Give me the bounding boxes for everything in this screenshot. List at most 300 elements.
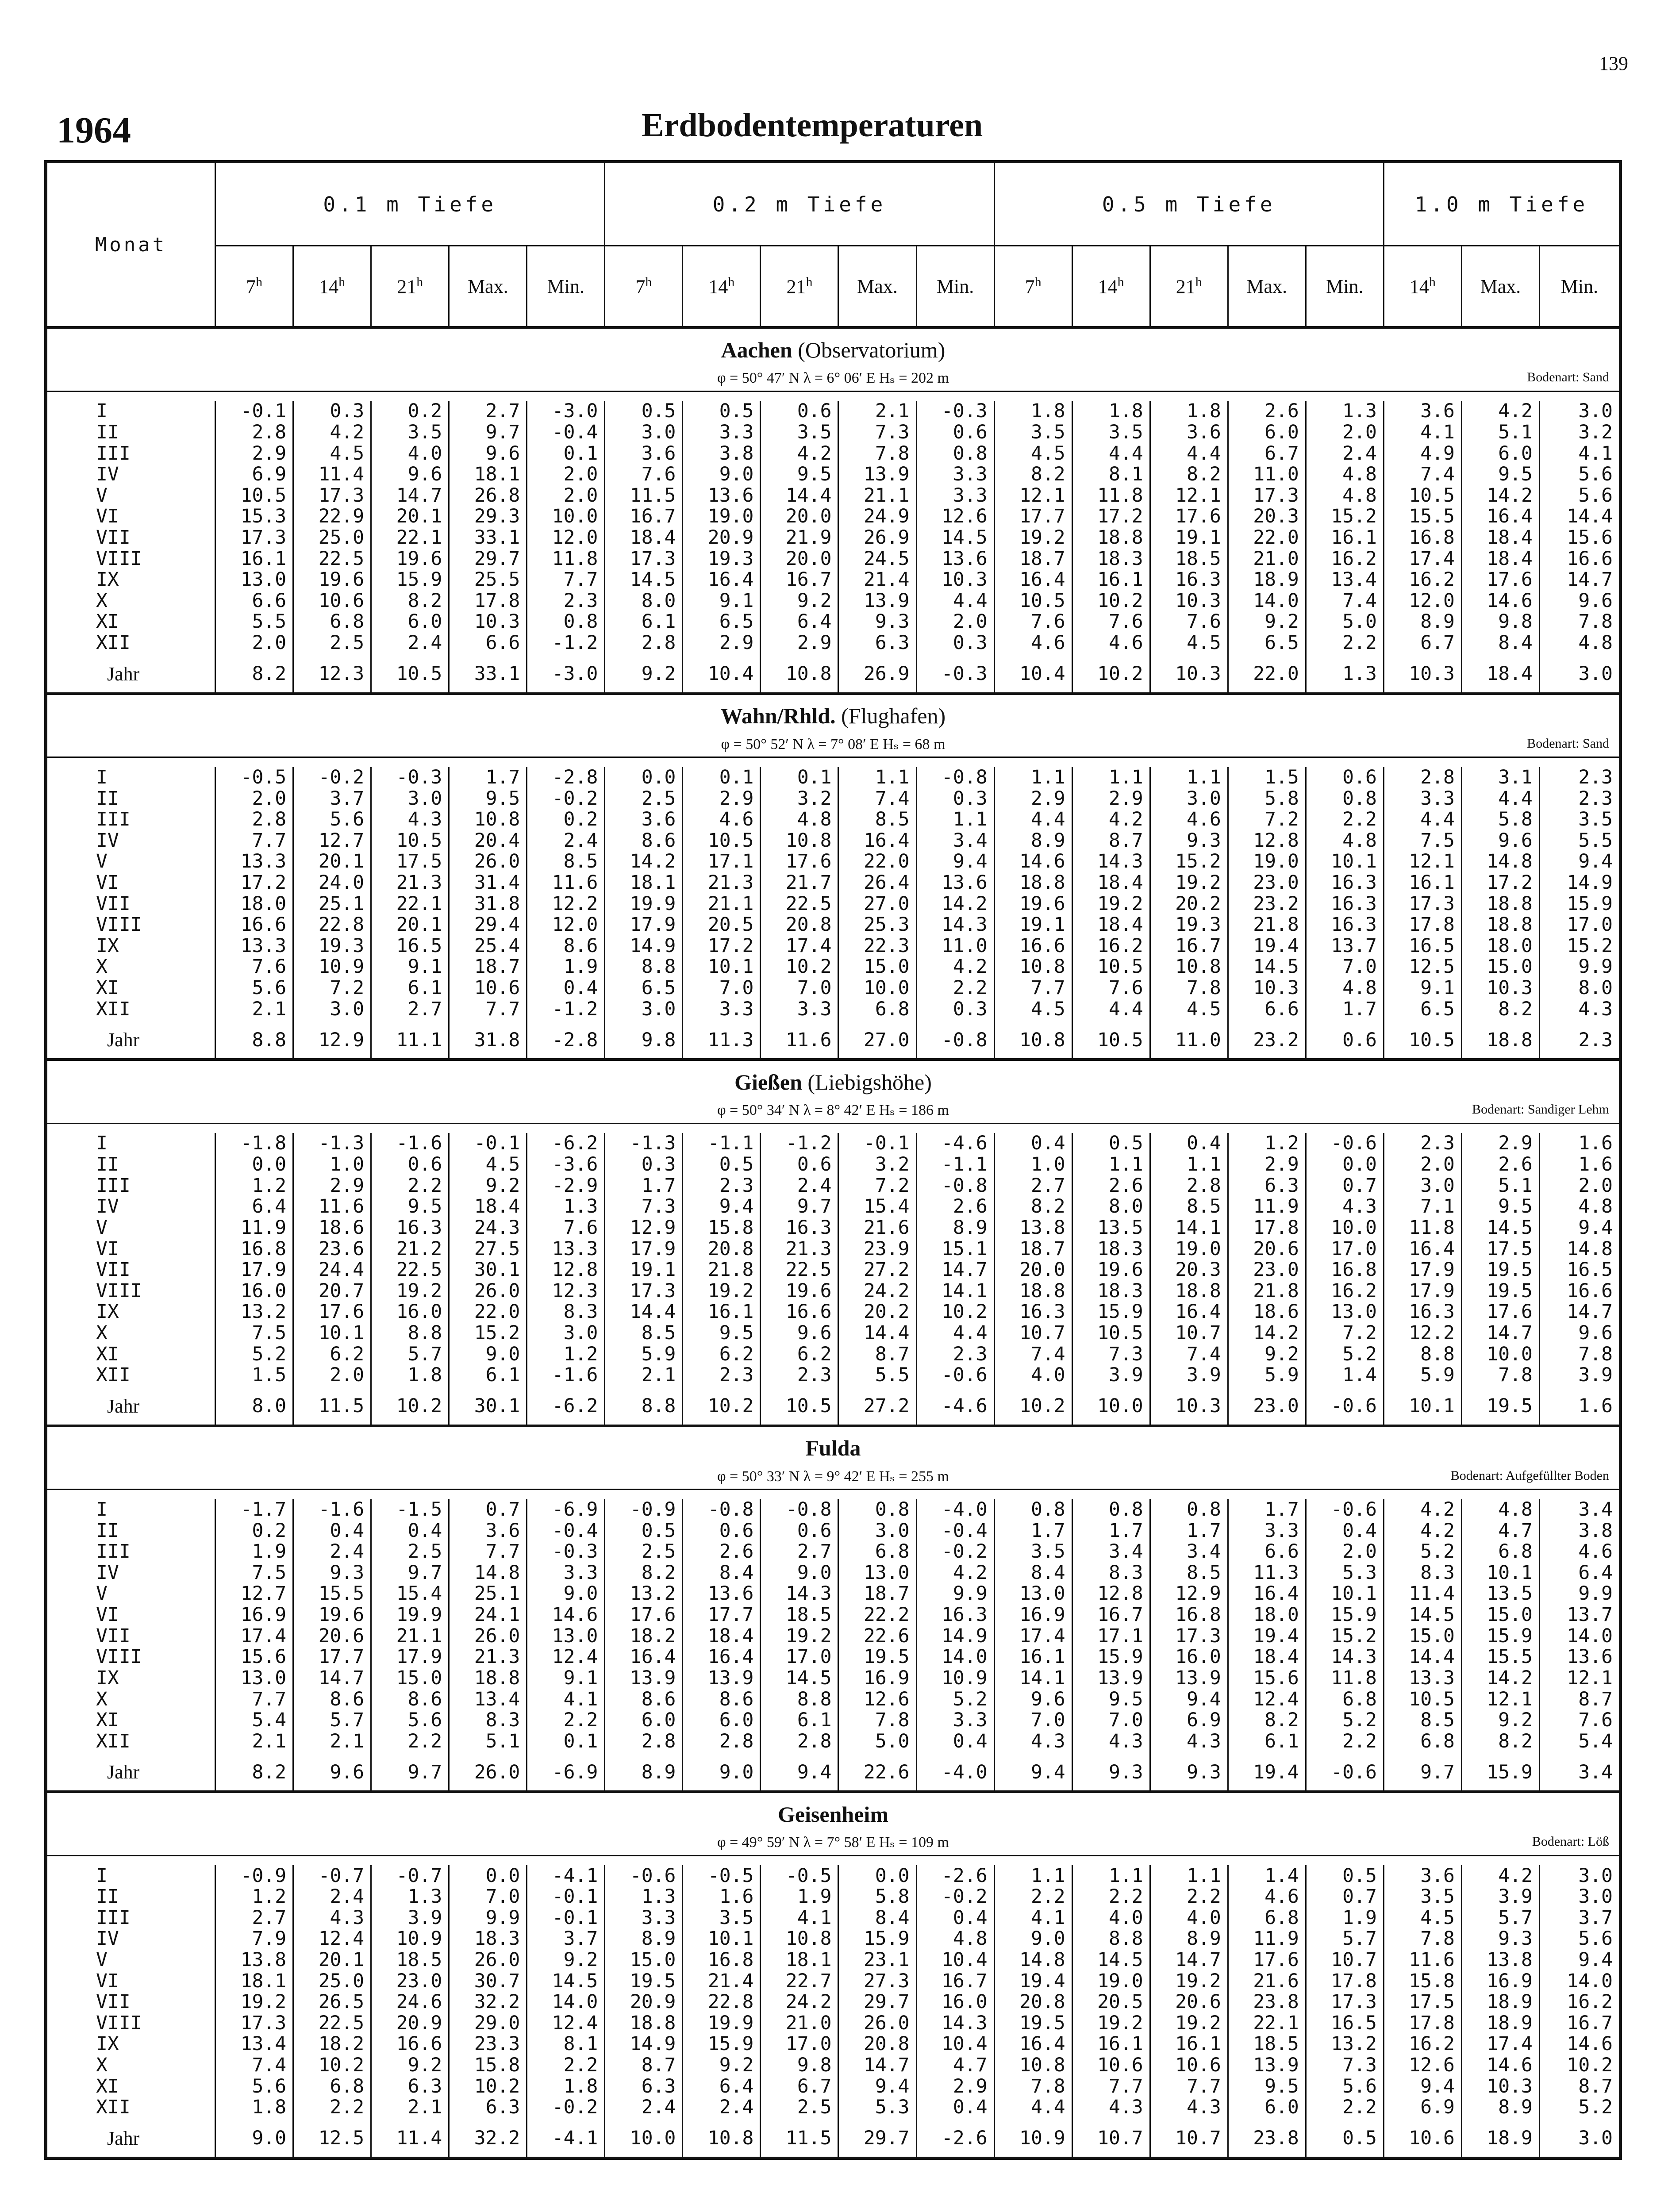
temperature-cell: 0.7 — [1306, 1175, 1384, 1196]
temperature-cell: 4.2 — [293, 422, 371, 443]
temperature-cell: 7.4 — [838, 788, 916, 809]
temperature-cell: 18.6 — [1228, 1302, 1306, 1323]
temperature-cell: 7.2 — [293, 978, 371, 999]
temperature-cell: 5.6 — [371, 1710, 449, 1731]
table-row — [46, 1280, 1621, 1302]
temperature-cell: 22.0 — [1228, 527, 1306, 549]
temperature-cell: 12.1 — [1384, 851, 1461, 872]
temperature-cell: 17.5 — [1461, 1238, 1539, 1260]
year-row — [46, 1022, 1621, 1060]
table-row — [46, 443, 1621, 464]
header-hour-cell: 7$^h$ — [605, 246, 683, 328]
temperature-cell: -2.6 — [916, 1865, 994, 1886]
temperature-cell: 18.8 — [1461, 914, 1539, 936]
month-label: III — [96, 442, 131, 465]
temperature-cell: 17.0 — [761, 1647, 838, 1668]
year-value-cell: 26.9 — [838, 655, 916, 693]
header-min: Min. — [527, 246, 605, 328]
temperature-cell: 10.5 — [1072, 1323, 1150, 1344]
temperature-cell: 23.3 — [449, 2034, 527, 2055]
month-label: VI — [96, 1970, 119, 1992]
temperature-cell: 18.9 — [1461, 2013, 1539, 2034]
temperature-cell: -0.3 — [916, 401, 994, 422]
year-label: Jahr — [107, 663, 140, 685]
temperature-cell: 22.1 — [1228, 2013, 1306, 2034]
temperature-cell: 2.1 — [293, 1731, 371, 1754]
temperature-cell: 3.6 — [605, 443, 683, 464]
temperature-cell: -0.7 — [293, 1865, 371, 1886]
temperature-cell: 2.4 — [761, 1175, 838, 1196]
temperature-cell: 3.5 — [683, 1908, 761, 1929]
temperature-cell: 3.5 — [1539, 809, 1620, 830]
temperature-cell: 5.5 — [838, 1365, 916, 1388]
temperature-cell: 22.5 — [761, 1260, 838, 1281]
temperature-cell: 20.7 — [293, 1280, 371, 1302]
station-name — [46, 1792, 1621, 1830]
temperature-cell: -1.8 — [215, 1133, 293, 1154]
year-value-cell: 10.2 — [1072, 655, 1150, 693]
temperature-cell: 2.3 — [683, 1365, 761, 1388]
temperature-cell: 19.2 — [1150, 1970, 1228, 1992]
table-row — [46, 1731, 1621, 1754]
month-label: XII — [96, 1364, 131, 1386]
temperature-cell: 27.2 — [838, 1260, 916, 1281]
temperature-cell: 10.9 — [916, 1668, 994, 1689]
temperature-cell: 13.8 — [215, 1950, 293, 1971]
temperature-cell: 10.8 — [449, 809, 527, 830]
temperature-cell: 17.3 — [1306, 1992, 1384, 2013]
temperature-cell: 13.8 — [994, 1217, 1072, 1239]
temperature-cell: 24.4 — [293, 1260, 371, 1281]
temperature-cell: 3.7 — [1539, 1908, 1620, 1929]
temperature-cell: 9.6 — [371, 464, 449, 485]
temperature-cell: 1.7 — [1228, 1499, 1306, 1521]
temperature-cell: 7.0 — [1072, 1710, 1150, 1731]
station-coordinates: φ = 50° 52′ N λ = 7° 08′ E Hₛ = 68 m — [721, 736, 945, 753]
temperature-cell: 5.2 — [916, 1689, 994, 1710]
temperature-cell: 0.6 — [916, 422, 994, 443]
temperature-cell: 9.4 — [838, 2076, 916, 2097]
year-value-cell: -4.6 — [916, 1388, 994, 1426]
temperature-cell: 0.2 — [371, 401, 449, 422]
year-value-cell: 11.5 — [293, 1388, 371, 1426]
month-label: VII — [96, 1259, 131, 1281]
temperature-cell: 4.1 — [1539, 443, 1620, 464]
temperature-cell: 5.2 — [215, 1344, 293, 1365]
temperature-cell: 2.4 — [527, 830, 605, 851]
temperature-cell: 13.9 — [605, 1668, 683, 1689]
temperature-cell: 17.8 — [1384, 2013, 1461, 2034]
temperature-cell: 11.9 — [1228, 1196, 1306, 1217]
temperature-cell: 1.3 — [1306, 401, 1384, 422]
year-value-cell: 10.9 — [994, 2120, 1072, 2158]
temperature-cell: 19.2 — [1150, 2013, 1228, 2034]
temperature-cell: 21.8 — [683, 1260, 761, 1281]
temperature-cell: 20.0 — [994, 1260, 1072, 1281]
temperature-cell: 15.4 — [371, 1583, 449, 1605]
temperature-cell: 15.0 — [605, 1950, 683, 1971]
temperature-cell: 7.8 — [1539, 1344, 1620, 1365]
temperature-cell: 24.2 — [761, 1992, 838, 2013]
temperature-cell: 7.8 — [838, 1710, 916, 1731]
temperature-cell: 25.5 — [449, 569, 527, 591]
temperature-cell: 18.4 — [1461, 527, 1539, 549]
temperature-cell: 23.1 — [838, 1950, 916, 1971]
temperature-cell: 4.4 — [1150, 443, 1228, 464]
temperature-cell: 19.2 — [683, 1280, 761, 1302]
temperature-cell: 7.7 — [994, 978, 1072, 999]
month-label: IV — [96, 1928, 119, 1950]
temperature-cell: 2.6 — [1228, 401, 1306, 422]
temperature-cell: 15.9 — [1461, 1625, 1539, 1647]
temperature-cell: 10.3 — [1228, 978, 1306, 999]
temperature-cell: 0.4 — [1150, 1133, 1228, 1154]
temperature-cell: 17.4 — [215, 1625, 293, 1647]
temperature-cell: 19.2 — [994, 527, 1072, 549]
temperature-cell: 14.4 — [1539, 506, 1620, 527]
temperature-cell: 18.1 — [605, 872, 683, 894]
temperature-cell: 4.0 — [1072, 1908, 1150, 1929]
table-row — [46, 401, 1621, 422]
temperature-cell: 3.4 — [916, 830, 994, 851]
temperature-cell: 8.3 — [527, 1302, 605, 1323]
month-label: I — [96, 400, 108, 422]
temperature-cell: 26.9 — [838, 527, 916, 549]
temperature-cell: 2.9 — [1072, 788, 1150, 809]
temperature-cell: 19.2 — [1150, 872, 1228, 894]
temperature-cell: 9.4 — [1150, 1689, 1228, 1710]
temperature-cell: 8.7 — [1539, 1689, 1620, 1710]
temperature-cell: 6.5 — [1384, 998, 1461, 1022]
temperature-cell: 0.0 — [605, 767, 683, 788]
temperature-cell: 10.1 — [1306, 851, 1384, 872]
temperature-cell: 16.9 — [1461, 1970, 1539, 1992]
temperature-cell: 15.6 — [215, 1647, 293, 1668]
temperature-cell: 7.4 — [1150, 1344, 1228, 1365]
temperature-cell: 6.2 — [683, 1344, 761, 1365]
year-value-cell: 12.5 — [293, 2120, 371, 2158]
temperature-cell: 1.7 — [1306, 998, 1384, 1022]
temperature-cell: -0.1 — [215, 401, 293, 422]
year-value-cell: 3.0 — [1539, 655, 1620, 693]
table-row — [46, 788, 1621, 809]
year-value-cell: 22.0 — [1228, 655, 1306, 693]
year-value-cell: 10.0 — [1072, 1388, 1150, 1426]
year-value-cell: 27.0 — [838, 1022, 916, 1060]
temperature-cell: 5.4 — [215, 1710, 293, 1731]
temperature-cell: 21.1 — [371, 1625, 449, 1647]
temperature-cell: 14.9 — [605, 2034, 683, 2055]
temperature-cell: 14.8 — [1539, 1238, 1620, 1260]
temperature-cell: 0.4 — [527, 978, 605, 999]
temperature-cell: 5.4 — [1539, 1731, 1620, 1754]
temperature-cell: 26.0 — [449, 1625, 527, 1647]
year-value-cell: 23.8 — [1228, 2120, 1306, 2158]
station-title: Aachen — [721, 337, 792, 362]
temperature-cell: 1.6 — [1539, 1154, 1620, 1175]
temperature-cell: 1.7 — [605, 1175, 683, 1196]
temperature-cell: 22.3 — [838, 936, 916, 957]
temperature-cell: 1.4 — [1228, 1865, 1306, 1886]
temperature-cell: 1.8 — [371, 1365, 449, 1388]
temperature-cell: 14.7 — [371, 485, 449, 507]
year-value-cell: 10.8 — [994, 1022, 1072, 1060]
month-label: IV — [96, 1561, 119, 1584]
temperature-cell: 19.4 — [1228, 936, 1306, 957]
year-value-cell: -6.2 — [527, 1388, 605, 1426]
temperature-cell: 16.6 — [371, 2034, 449, 2055]
temperature-cell: 16.1 — [1384, 872, 1461, 894]
temperature-cell: 3.6 — [1384, 401, 1461, 422]
temperature-cell: 17.9 — [371, 1647, 449, 1668]
temperature-cell: 12.8 — [1228, 830, 1306, 851]
temperature-cell: -2.8 — [527, 767, 605, 788]
temperature-cell: 22.5 — [293, 548, 371, 569]
temperature-cell: 14.3 — [916, 2013, 994, 2034]
temperature-cell: -0.9 — [605, 1499, 683, 1521]
year-value-cell: 10.3 — [1150, 1388, 1228, 1426]
table-row — [46, 998, 1621, 1022]
temperature-cell: 16.9 — [215, 1605, 293, 1626]
temperature-cell: 10.0 — [527, 506, 605, 527]
temperature-cell: 6.8 — [838, 1541, 916, 1563]
temperature-cell: 4.3 — [1306, 1196, 1384, 1217]
temperature-cell: 4.2 — [916, 956, 994, 978]
temperature-cell: -0.5 — [761, 1865, 838, 1886]
temperature-cell: 4.3 — [1072, 1731, 1150, 1754]
temperature-cell: -0.5 — [683, 1865, 761, 1886]
temperature-cell: 21.6 — [1228, 1970, 1306, 1992]
temperature-cell: 17.5 — [1384, 1992, 1461, 2013]
table-row — [46, 422, 1621, 443]
temperature-cell: 16.2 — [1306, 1280, 1384, 1302]
temperature-cell: 19.3 — [1150, 914, 1228, 936]
temperature-cell: 24.9 — [838, 506, 916, 527]
year-value-cell: 2.3 — [1539, 1022, 1620, 1060]
temperature-cell: 1.9 — [527, 956, 605, 978]
table-row — [46, 1625, 1621, 1647]
temperature-cell: 26.0 — [449, 1950, 527, 1971]
temperature-cell: -1.1 — [683, 1133, 761, 1154]
year-value-cell: 10.5 — [1072, 1022, 1150, 1060]
temperature-cell: 16.2 — [1072, 936, 1150, 957]
temperature-cell: 13.8 — [1461, 1950, 1539, 1971]
temperature-cell: 20.0 — [761, 506, 838, 527]
temperature-cell: 19.9 — [605, 893, 683, 914]
month-label: XII — [96, 998, 131, 1020]
temperature-cell: 4.8 — [1306, 485, 1384, 507]
temperature-cell: -0.1 — [527, 1908, 605, 1929]
temperature-cell: 21.0 — [761, 2013, 838, 2034]
temperature-cell: 21.3 — [449, 1647, 527, 1668]
temperature-cell: -1.2 — [527, 633, 605, 656]
temperature-cell: 8.2 — [1461, 998, 1539, 1022]
year-value-cell: 3.0 — [1539, 2120, 1620, 2158]
table-row — [46, 1260, 1621, 1281]
temperature-cell: 16.3 — [761, 1217, 838, 1239]
temperature-cell: -0.6 — [1306, 1133, 1384, 1154]
temperature-cell: 10.8 — [761, 830, 838, 851]
temperature-cell: 20.9 — [683, 527, 761, 549]
temperature-cell: -1.5 — [371, 1499, 449, 1521]
temperature-cell: 8.3 — [449, 1710, 527, 1731]
temperature-cell: 14.2 — [605, 851, 683, 872]
temperature-cell: 19.5 — [1461, 1260, 1539, 1281]
temperature-cell: 8.9 — [994, 830, 1072, 851]
temperature-cell: 1.1 — [916, 809, 994, 830]
temperature-cell: 13.2 — [605, 1583, 683, 1605]
temperature-cell: 9.0 — [449, 1344, 527, 1365]
temperature-cell: 3.3 — [1384, 788, 1461, 809]
temperature-cell: 2.0 — [1306, 422, 1384, 443]
temperature-cell: 9.3 — [1461, 1928, 1539, 1950]
temperature-cell: 20.6 — [293, 1625, 371, 1647]
temperature-cell: 8.8 — [605, 956, 683, 978]
temperature-cell: 10.5 — [215, 485, 293, 507]
temperature-cell: 11.8 — [1384, 1217, 1461, 1239]
temperature-cell: 22.8 — [683, 1992, 761, 2013]
year-value-cell: -6.9 — [527, 1754, 605, 1792]
temperature-cell: 3.3 — [761, 998, 838, 1022]
temperature-cell: 6.8 — [838, 998, 916, 1022]
temperature-cell: 8.9 — [1150, 1928, 1228, 1950]
temperature-cell: 2.9 — [916, 2076, 994, 2097]
temperature-cell: 14.2 — [1461, 1668, 1539, 1689]
month-label: II — [96, 1886, 119, 1908]
temperature-cell: 21.1 — [838, 485, 916, 507]
temperature-cell: 19.4 — [1228, 1625, 1306, 1647]
temperature-cell: 7.7 — [1150, 2076, 1228, 2097]
temperature-cell: 14.3 — [761, 1583, 838, 1605]
table-row — [46, 2097, 1621, 2120]
temperature-cell: 15.9 — [683, 2034, 761, 2055]
month-label: V — [96, 850, 108, 873]
year-value-cell: 29.7 — [838, 2120, 916, 2158]
year-value-cell: 27.2 — [838, 1388, 916, 1426]
table-row — [46, 914, 1621, 936]
month-label: VIII — [96, 1646, 142, 1668]
temperature-cell: 10.1 — [683, 956, 761, 978]
temperature-cell: 2.0 — [1384, 1154, 1461, 1175]
temperature-cell: 14.1 — [994, 1668, 1072, 1689]
temperature-cell: 2.0 — [215, 633, 293, 656]
temperature-cell: 4.5 — [1150, 633, 1228, 656]
temperature-cell: 16.3 — [371, 1217, 449, 1239]
temperature-cell: 6.7 — [1384, 633, 1461, 656]
temperature-cell: 17.4 — [1384, 548, 1461, 569]
station-subtitle: (Flughafen) — [835, 703, 946, 729]
temperature-cell: 14.7 — [916, 1260, 994, 1281]
temperature-cell: 4.6 — [1539, 1541, 1620, 1563]
temperature-cell: 20.5 — [1072, 1992, 1150, 2013]
temperature-cell: 0.0 — [838, 1865, 916, 1886]
year-value-cell: 9.0 — [683, 1754, 761, 1792]
temperature-cell: 13.0 — [994, 1583, 1072, 1605]
temperature-cell: 9.1 — [527, 1668, 605, 1689]
temperature-cell: 17.7 — [683, 1605, 761, 1626]
temperature-cell: 17.4 — [761, 936, 838, 957]
table-row — [46, 2013, 1621, 2034]
temperature-cell: 0.5 — [683, 1154, 761, 1175]
temperature-cell: -3.0 — [527, 401, 605, 422]
temperature-cell: 3.9 — [1461, 1886, 1539, 1908]
year-value-cell: 9.3 — [1150, 1754, 1228, 1792]
year-value-cell: 10.8 — [683, 2120, 761, 2158]
month-label: IV — [96, 829, 119, 852]
temperature-cell: 1.0 — [293, 1154, 371, 1175]
year-value-cell: 9.2 — [605, 655, 683, 693]
year-value-cell: 10.4 — [994, 655, 1072, 693]
temperature-cell: 17.3 — [1150, 1625, 1228, 1647]
temperature-cell: 16.0 — [1150, 1647, 1228, 1668]
temperature-cell: 10.1 — [683, 1928, 761, 1950]
year-value-cell: 23.2 — [1228, 1022, 1306, 1060]
temperature-cell: 2.2 — [527, 1710, 605, 1731]
year-value-cell: -0.6 — [1306, 1754, 1384, 1792]
table-row — [46, 1689, 1621, 1710]
temperature-cell: 9.0 — [761, 1563, 838, 1584]
temperature-cell: 29.4 — [449, 914, 527, 936]
month-label: V — [96, 1949, 108, 1971]
temperature-cell: 17.3 — [605, 1280, 683, 1302]
temperature-cell: 18.3 — [449, 1928, 527, 1950]
temperature-cell: 7.3 — [1072, 1344, 1150, 1365]
temperature-cell: 20.3 — [1150, 1260, 1228, 1281]
temperature-cell: 22.5 — [293, 2013, 371, 2034]
temperature-cell: 8.5 — [1150, 1196, 1228, 1217]
temperature-cell: 2.2 — [916, 978, 994, 999]
temperature-cell: -1.6 — [293, 1499, 371, 1521]
temperature-cell: 16.2 — [1539, 1992, 1620, 2013]
temperature-cell: 13.5 — [1461, 1583, 1539, 1605]
temperature-cell: 20.9 — [605, 1992, 683, 2013]
temperature-cell: 25.4 — [449, 936, 527, 957]
temperature-cell: 7.9 — [215, 1928, 293, 1950]
temperature-cell: 15.0 — [1461, 956, 1539, 978]
temperature-cell: 6.1 — [449, 1365, 527, 1388]
temperature-cell: 9.7 — [371, 1563, 449, 1584]
temperature-cell: 1.7 — [1150, 1520, 1228, 1541]
station-soil-type: Bodenart: Aufgefüllter Boden — [1450, 1468, 1609, 1483]
year-value-cell: 15.9 — [1461, 1754, 1539, 1792]
temperature-cell: 2.3 — [1539, 788, 1620, 809]
temperature-cell: 8.7 — [1072, 830, 1150, 851]
temperature-cell: -0.3 — [527, 1541, 605, 1563]
temperature-cell: 12.9 — [1150, 1583, 1228, 1605]
temperature-cell: 6.0 — [683, 1710, 761, 1731]
temperature-cell: 19.0 — [1228, 851, 1306, 872]
temperature-cell: 14.2 — [1461, 485, 1539, 507]
temperature-cell: 9.7 — [449, 422, 527, 443]
temperature-cell: 6.5 — [1228, 633, 1306, 656]
temperature-cell: -0.6 — [605, 1865, 683, 1886]
month-label: VI — [96, 1237, 119, 1260]
table-row — [46, 506, 1621, 527]
header-min: Min. — [1306, 246, 1384, 328]
temperature-cell: 14.9 — [605, 936, 683, 957]
temperature-cell: 15.0 — [838, 956, 916, 978]
temperature-cell: 22.0 — [449, 1302, 527, 1323]
temperature-cell: 9.2 — [527, 1950, 605, 1971]
temperature-cell: 18.8 — [449, 1668, 527, 1689]
temperature-cell: 2.9 — [761, 633, 838, 656]
temperature-cell: 13.4 — [1306, 569, 1384, 591]
temperature-cell: 16.3 — [1306, 893, 1384, 914]
temperature-cell: 13.2 — [1306, 2034, 1384, 2055]
temperature-cell: 6.5 — [605, 978, 683, 999]
temperature-cell: 4.8 — [761, 809, 838, 830]
month-label: VII — [96, 526, 131, 549]
